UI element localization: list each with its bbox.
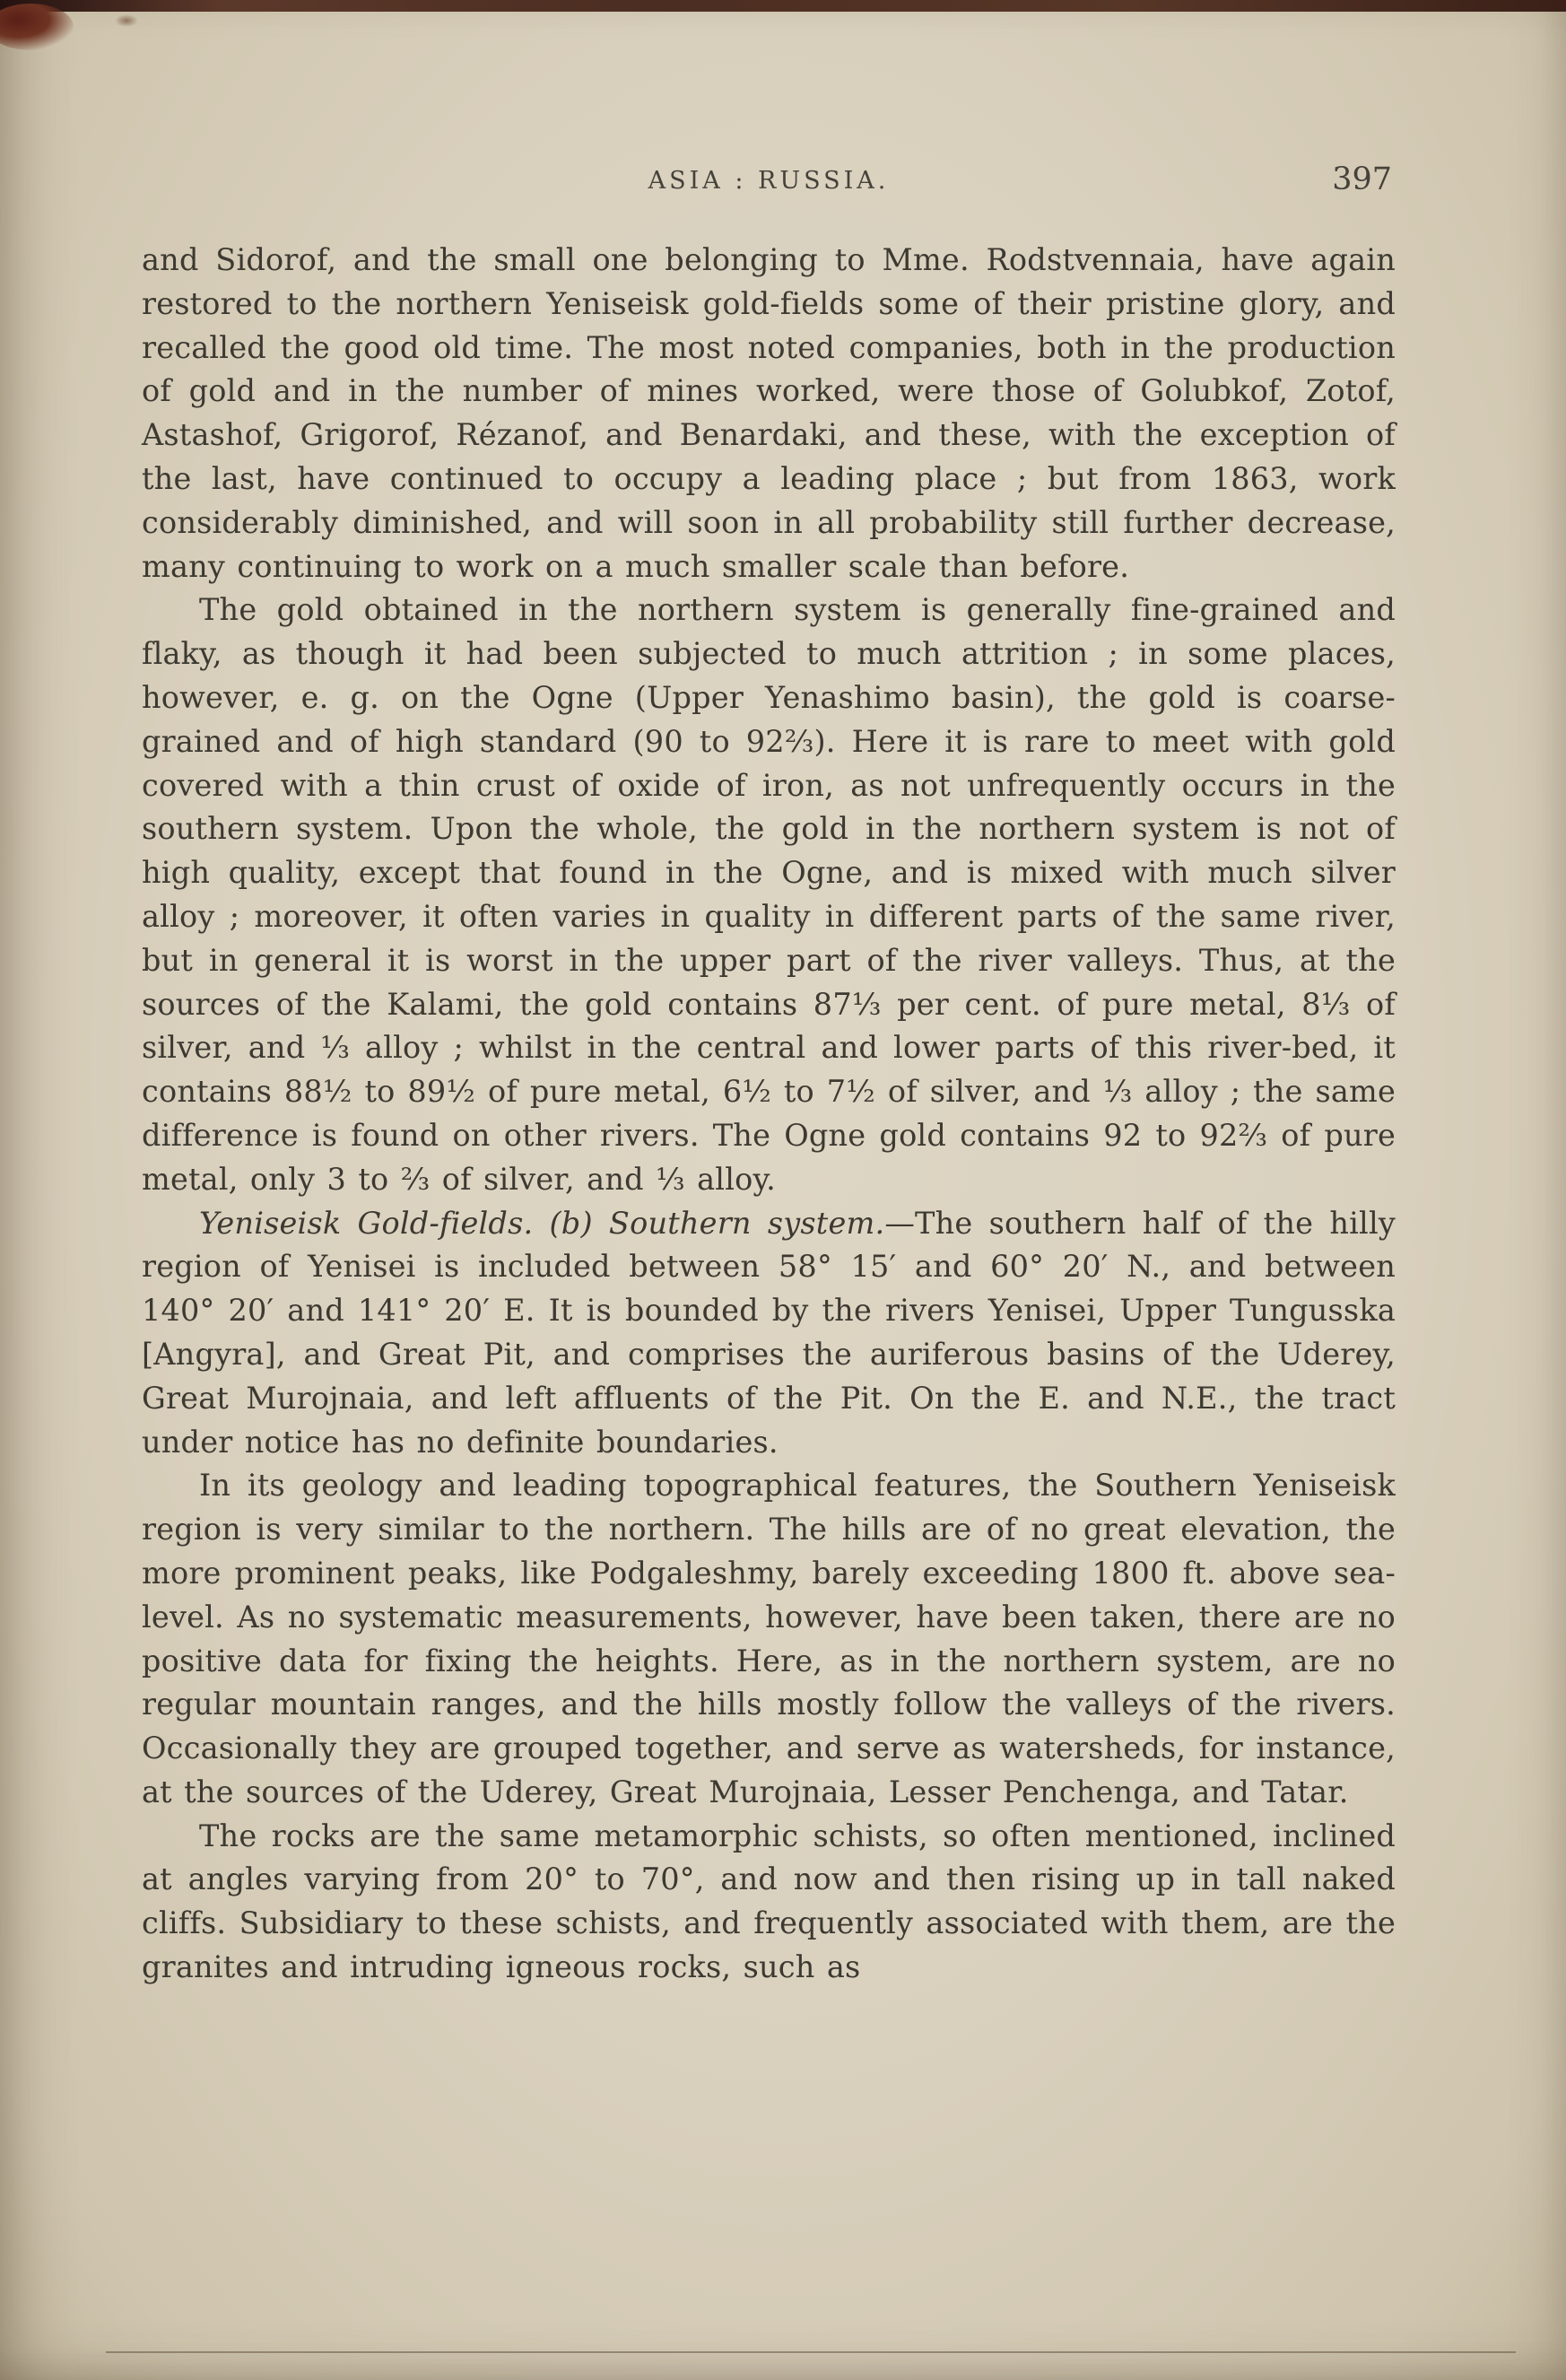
page-header [142,161,1396,206]
paragraph-text: —The southern half of the hilly region of Yenisei is included between 58° 15′ and 60° 20′ N., and between 140° 20′ and 141° 20′ E. It is bounded by the rivers Yenisei, Upper Tungusska [Angyra], and Great Pit, and comprises the auriferous basins of the Uderey, Great Murojnaia, and left affluents of the Pit. On the E. and N.E., the tract under notice has no definite boundaries. [142,1205,1396,1460]
paragraph: The rocks are the same metamorphic schists, so often mentioned, inclined at angles varying from 20° to 70°, and now and then rising up in tall naked cliffs. Subsidiary to these schists, and frequently associated with them, are the granites and intruding igneous rocks, such as [142,1818,1396,1985]
corner-stain [0,4,74,50]
page-number: 397 [1332,161,1392,197]
running-header-title: ASIA : RUSSIA. [648,167,890,195]
body-text-block [142,239,1396,1990]
paragraph: The gold obtained in the northern system is generally fine-grained and flaky, as though it had been subjected to much attrition ; in some places, however, e. g. on the Ogne (Upper Yenashimo basin), the gold is coarse-grained and of high standard (90 to 92⅔). Here it is rare to meet with gold covered with a thin crust of oxide of iron, as not unfrequently occurs in the southern system. Upon the whole, the gold in the northern system is not of high quality, except that found in the Ogne, and is mixed with much silver alloy ; moreover, it often varies in quality in different parts of the same river, but in general it is worst in the upper part of the river valleys. Thus, at the sources of the Kalami, the gold contains 87⅓ per cent. of pure metal, 8⅓ of silver, and ⅓ alloy ; whilst in the central and lower parts of this river-bed, it contains 88½ to 89½ of pure metal, 6½ to 7½ of silver, and ⅓ alloy ; the same difference is found on other rivers. The Ogne gold contains 92 to 92⅔ of pure metal, only 3 to ⅔ of silver, and ⅓ alloy. [142,592,1396,1197]
small-stain [115,14,138,27]
bottom-edge-line [106,2351,1516,2353]
paragraph: In its geology and leading topographical features, the Southern Yeniseisk region is very similar to the northern. The hills are of no great elevation, the more prominent peaks, like Podgaleshmy, barely exceeding 1800 ft. above sea-level. As no systematic measurements, however, have been taken, there are no positive data for fixing the heights. Here, as in the northern system, are no regular mountain ranges, and the hills mostly follow the valleys of the rivers. Occasionally they are grouped together, and serve as watersheds, for instance, at the sources of the Uderey, Great Murojnaia, Lesser Penchenga, and Tatar. [142,1468,1396,1809]
paragraph: and Sidorof, and the small one belonging to Mme. Rodstvennaia, have again restored to the northern Yeniseisk gold-fields some of their pristine glory, and recalled the good old time. The most noted companies, both in the production of gold and in the number of mines worked, were those of Golubkof, Zotof, Astashof, Grigorof, Rézanof, and Benardaki, and these, with the exception of the last, have continued to occupy a leading place ; but from 1863, work considerably diminished, and will soon in all probability still further decrease, many continuing to work on a much smaller scale than before. [142,242,1396,584]
paragraph-italic-lead: Yeniseisk Gold-fields. (b) Southern system. [199,1205,885,1241]
paragraph [142,1202,1396,1465]
binding-top-edge [0,0,1566,12]
